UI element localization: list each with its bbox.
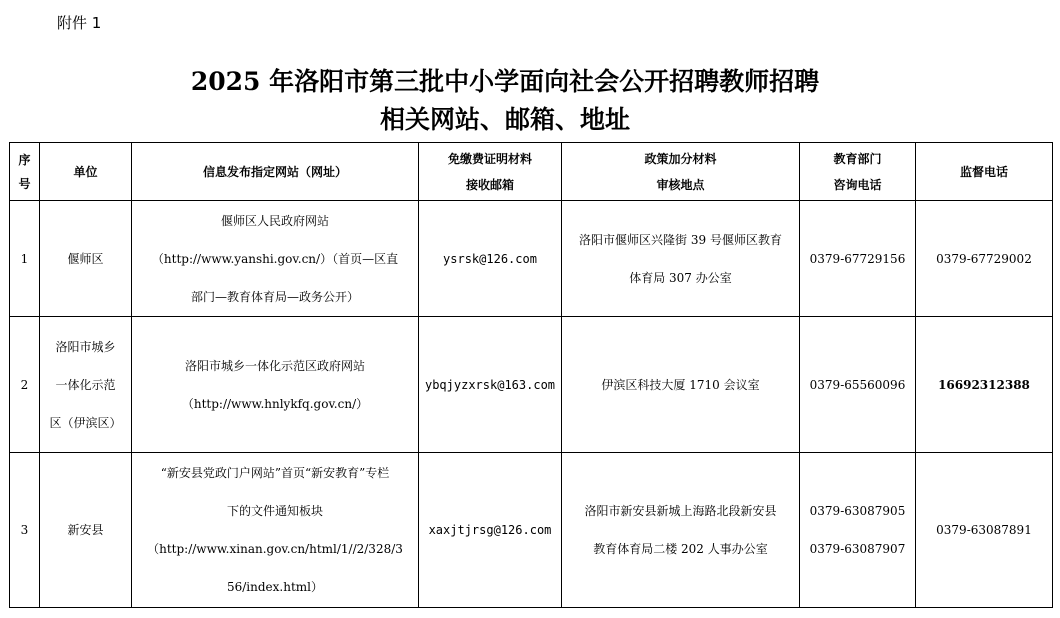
header-location: 政策加分材料 审核地点 bbox=[562, 143, 800, 201]
header-website: 信息发布指定网站（网址） bbox=[132, 143, 419, 201]
cell-unit: 洛阳市城乡 一体化示范 区（伊滨区） bbox=[40, 317, 132, 453]
cell-location: 洛阳市新安县新城上海路北段新安县 教育体育局二楼 202 人事办公室 bbox=[562, 453, 800, 608]
attachment-label: 附件 1 bbox=[57, 14, 102, 32]
cell-email[interactable]: xaxjtjrsg@126.com bbox=[419, 453, 562, 608]
cell-unit: 偃师区 bbox=[40, 201, 132, 317]
cell-seq: 1 bbox=[10, 201, 40, 317]
header-supervise-phone: 监督电话 bbox=[916, 143, 1053, 201]
cell-website[interactable]: 偃师区人民政府网站 （http://www.yanshi.gov.cn/）（首页—区直 部门—教育体育局—政务公开） bbox=[132, 201, 419, 317]
recruitment-info-table bbox=[9, 142, 1053, 608]
cell-location: 伊滨区科技大厦 1710 会议室 bbox=[562, 317, 800, 453]
cell-supervise-phone: 0379-63087891 bbox=[916, 453, 1053, 608]
cell-seq: 3 bbox=[10, 453, 40, 608]
header-unit: 单位 bbox=[40, 143, 132, 201]
cell-supervise-phone: 16692312388 bbox=[916, 317, 1053, 453]
table-row bbox=[10, 201, 1053, 317]
cell-location: 洛阳市偃师区兴隆街 39 号偃师区教育 体育局 307 办公室 bbox=[562, 201, 800, 317]
cell-supervise-phone: 0379-67729002 bbox=[916, 201, 1053, 317]
cell-website[interactable]: “新安县党政门户网站”首页“新安教育”专栏 下的文件通知板块 （http://www.xinan.gov.cn/html/1//2/328/3 56/index.html） bbox=[132, 453, 419, 608]
table-row bbox=[10, 317, 1053, 453]
document-title: 2025 年洛阳市第三批中小学面向社会公开招聘教师招聘 bbox=[190, 67, 820, 96]
document-subtitle: 相关网站、邮箱、地址 bbox=[379, 105, 630, 134]
cell-email[interactable]: ysrsk@126.com bbox=[419, 201, 562, 317]
cell-email[interactable]: ybqjyzxrsk@163.com bbox=[419, 317, 562, 453]
cell-unit: 新安县 bbox=[40, 453, 132, 608]
header-seq: 序 号 bbox=[10, 143, 40, 201]
table-row bbox=[10, 453, 1053, 608]
cell-seq: 2 bbox=[10, 317, 40, 453]
header-consult-phone: 教育部门 咨询电话 bbox=[800, 143, 916, 201]
cell-consult-phone: 0379-63087905 0379-63087907 bbox=[800, 453, 916, 608]
cell-consult-phone: 0379-65560096 bbox=[800, 317, 916, 453]
cell-website[interactable]: 洛阳市城乡一体化示范区政府网站 （http://www.hnlykfq.gov.cn/） bbox=[132, 317, 419, 453]
cell-consult-phone: 0379-67729156 bbox=[800, 201, 916, 317]
table-header-row bbox=[10, 143, 1053, 201]
header-email: 免缴费证明材料 接收邮箱 bbox=[419, 143, 562, 201]
